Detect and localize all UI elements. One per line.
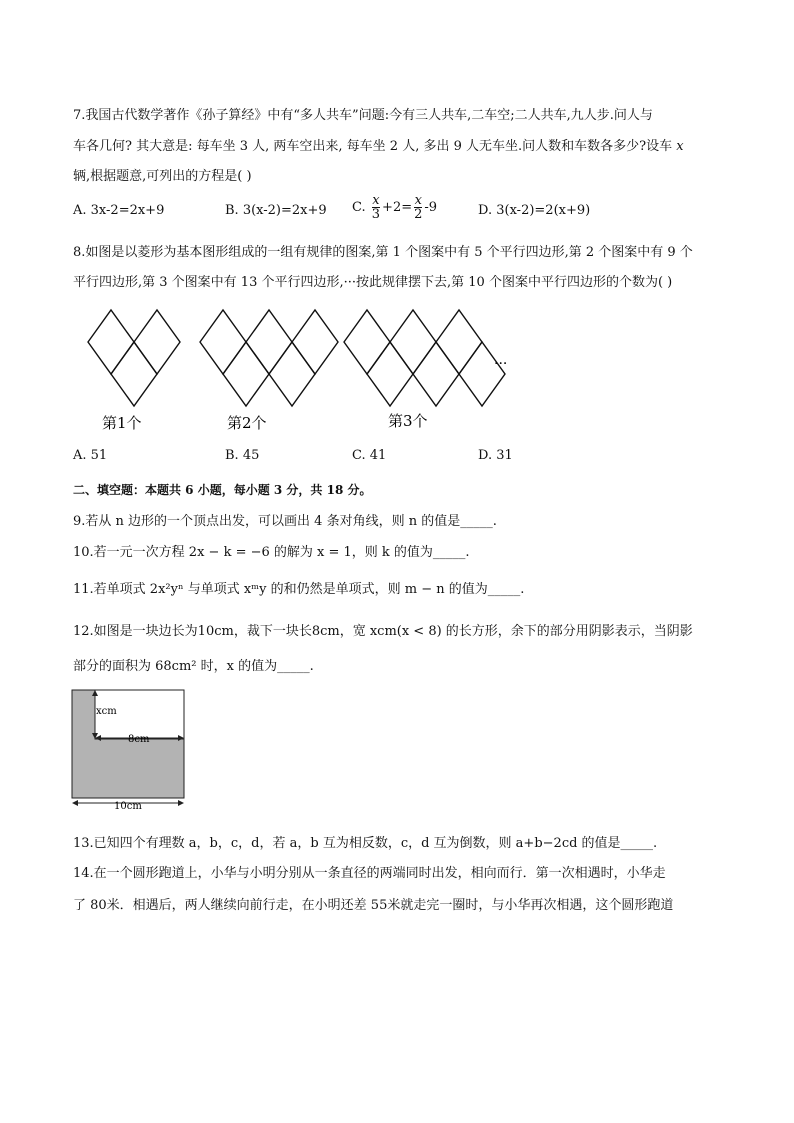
label-8cm: 8cm [128, 734, 150, 745]
q7-line-2 [73, 135, 684, 154]
pattern-2 [200, 310, 338, 406]
q7-line-1: 7.我国古代数学著作《孙子算经》中有“多人共车”问题:今有三人共车,二车空;二人共车,九人步.问人与 [73, 108, 653, 123]
section-heading: 二、填空题：本题共 6 小题，每小题 3 分，共 18 分。 [73, 483, 372, 497]
q14-line-2: 了 80米．相遇后，两人继续向前行走，在小明还差 55米就走完一圈时，与小华再次相遇，这个圆形跑道 [73, 898, 674, 913]
q8-option-a: A. 51 [73, 448, 108, 463]
q7-option-c-fraction-1 [372, 194, 380, 221]
q7-line-2-text: 车各几何? 其大意是: 每车坐 3 人, 两车空出来, 每车坐 2 人, 多出 9 人无车坐.问人数和车数各多少?设车 [73, 139, 677, 154]
q7-option-c-fraction-2 [414, 194, 422, 221]
q7-option-c [352, 194, 437, 221]
fraction-denominator: 2 [414, 207, 423, 222]
q14-line-1: 14.在一个圆形跑道上，小华与小明分别从一条直径的两端同时出发，相向而行．第一次相遇时，小华走 [73, 866, 666, 881]
q8-rhombus-figure [70, 300, 530, 440]
label-10cm: 10cm [114, 801, 142, 812]
q13: 13.已知四个有理数 a，b，c，d，若 a，b 互为相反数，c，d 互为倒数，则 a+b−2cd 的值是_____. [73, 836, 658, 851]
q7-option-c-end: -9 [424, 200, 438, 215]
q7-option-c-middle: +2= [382, 200, 413, 215]
pattern-label-3: 第3个 [388, 412, 428, 430]
pattern-label-1: 第1个 [102, 414, 142, 432]
q7-option-b: B. 3(x-2)=2x+9 [225, 203, 327, 218]
q8-line-2: 平行四边形,第 3 个图案中有 13 个平行四边形,···按此规律摆下去,第 10 个图案中平行四边形的个数为( ) [73, 275, 673, 290]
q9: 9.若从 n 边形的一个顶点出发，可以画出 4 条对角线，则 n 的值是_____. [73, 514, 497, 529]
q7-option-d: D. 3(x-2)=2(x+9) [478, 203, 591, 218]
q7-option-c-label: C. [352, 200, 366, 215]
fraction-numerator: x [372, 193, 380, 208]
q8-line-1: 8.如图是以菱形为基本图形组成的一组有规律的图案,第 1 个图案中有 5 个平行四边形,第 2 个图案中有 9 个 [73, 245, 693, 260]
q10: 10.若一元一次方程 2x − k = −6 的解为 x = 1，则 k 的值为_____. [73, 545, 470, 560]
q8-option-c: C. 41 [352, 448, 387, 463]
q7-option-a: A. 3x-2=2x+9 [73, 203, 165, 218]
fraction-numerator: x [414, 193, 422, 208]
fraction-denominator: 3 [371, 207, 381, 222]
q12-line-1: 12.如图是一块边长为10cm，裁下一块长8cm，宽 xcm(x < 8) 的长方形，余下的部分用阴影表示，当阴影 [73, 624, 693, 639]
q7-line-3: 辆,根据题意,可列出的方程是( ) [73, 169, 252, 184]
q12-square-figure [68, 686, 190, 812]
pattern-label-2: 第2个 [227, 414, 267, 432]
q7-variable: x [676, 139, 684, 154]
label-xcm: xcm [96, 706, 117, 717]
q12-line-2: 部分的面积为 68cm² 时，x 的值为_____. [73, 659, 314, 674]
q11: 11.若单项式 2x²yⁿ 与单项式 xᵐy 的和仍然是单项式，则 m − n 的值为_____. [73, 582, 525, 597]
pattern-1 [88, 310, 180, 406]
q8-option-d: D. 31 [478, 448, 513, 463]
q8-option-b: B. 45 [225, 448, 260, 463]
pattern-3 [344, 310, 508, 406]
pattern-ellipsis: ··· [494, 356, 508, 372]
